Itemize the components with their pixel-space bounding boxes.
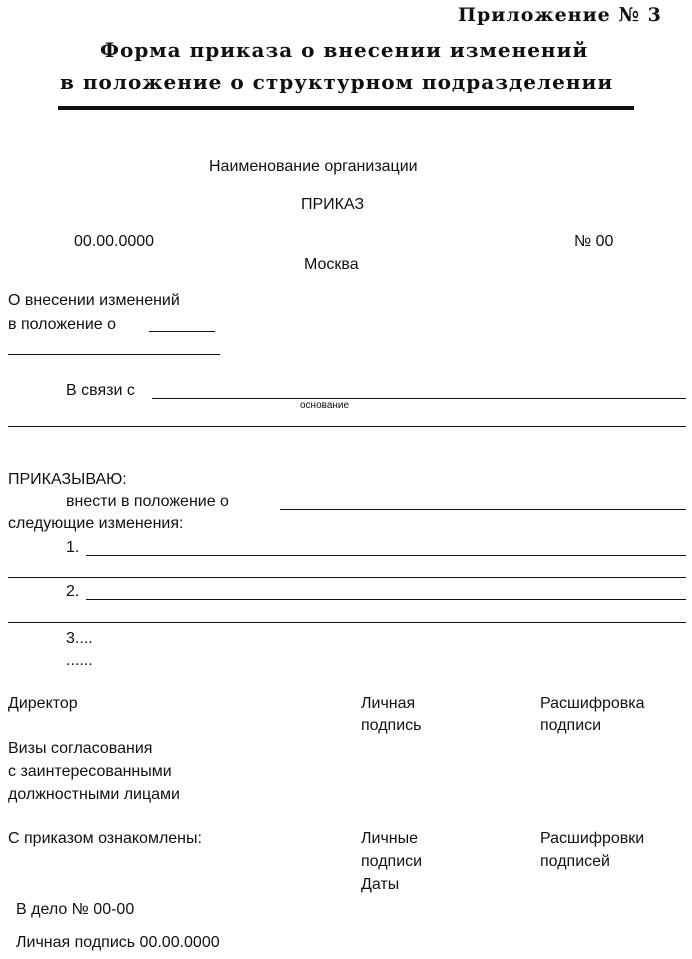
orders-heading: ПРИКАЗЫВАЮ: [8,471,127,488]
basis-blank [152,398,686,399]
signature-decoding-label-line2: подписи [540,717,602,734]
basis-prefix: В связи с [66,382,135,399]
orders-line2: следующие изменения: [8,515,184,532]
organization-name: Наименование организации [209,158,418,175]
signature-date-line: Личная подпись 00.00.0000 [16,934,220,951]
subject-line2: в положение о [8,316,117,333]
director-label: Директор [8,695,78,712]
acquainted-label: С приказом ознакомлены: [8,830,202,847]
order-number: № 00 [574,233,614,250]
list-item-ellipsis: ...... [66,652,93,669]
subject-blank-short [149,331,215,332]
personal-signatures-label-line2: подписи [361,853,423,870]
form-title-line1: Форма приказа о внесении изменений [100,38,589,62]
list-item-3: 3.... [66,630,93,647]
title-divider [58,106,634,110]
personal-signature-label-line1: Личная [361,695,416,712]
order-date: 00.00.0000 [74,233,155,250]
list-item-2: 2. [66,583,80,600]
subject-blank-long [8,354,220,355]
visas-label-line3: должностными лицами [8,786,180,803]
form-title-line2: в положение о структурном подразделении [60,70,614,94]
item-1-blank [86,555,686,556]
list-item-1: 1. [66,539,80,556]
decodings-label-line2: подписей [540,853,610,870]
document-type: ПРИКАЗ [301,196,365,213]
file-reference: В дело № 00-00 [16,901,135,918]
subject-line1: О внесении изменений [8,292,180,309]
visas-label-line2: с заинтересованными [8,763,172,780]
personal-signature-label-line2: подпись [361,717,422,734]
orders-line1: внести в положение о [66,493,229,510]
basis-caption: основание [300,400,350,411]
orders-blank [280,509,686,510]
decodings-label-line1: Расшифровки [540,830,645,847]
dates-label: Даты [361,876,400,893]
item-1-blank-continued [8,577,686,578]
order-city: Москва [304,256,359,273]
basis-blank-continued [8,426,686,427]
personal-signatures-label-line1: Личные [361,830,419,847]
item-2-blank-continued [8,622,686,623]
visas-label-line1: Визы согласования [8,740,153,757]
appendix-label: Приложение № 3 [458,4,662,26]
signature-decoding-label-line1: Расшифровка [540,695,645,712]
item-2-blank [86,599,686,600]
